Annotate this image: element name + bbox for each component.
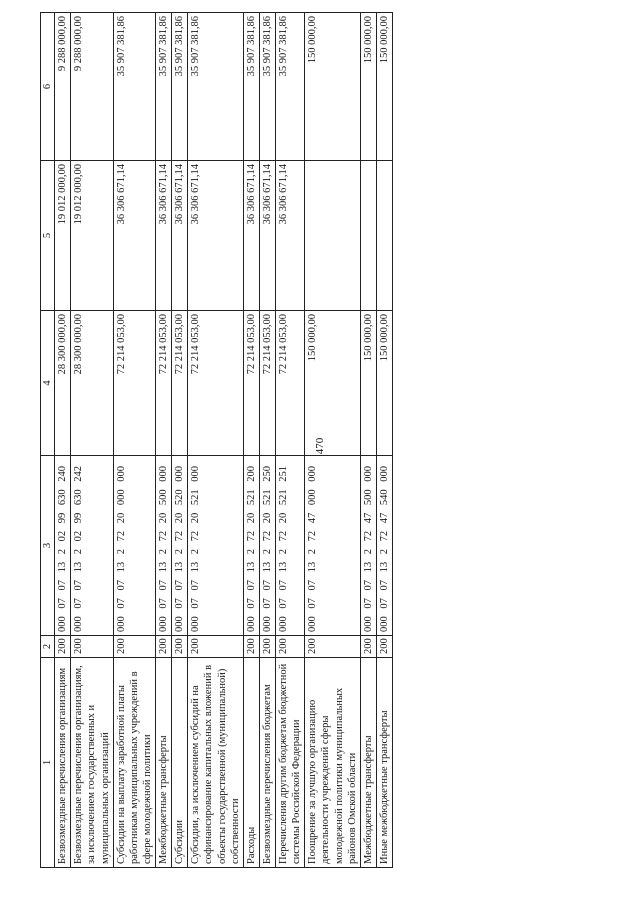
row-value-col5: 36 306 671,14 <box>276 161 305 311</box>
row-value-col5 <box>360 161 376 311</box>
row-value-col6: 35 907 381,86 <box>172 13 188 161</box>
header-col-5: 5 <box>41 161 55 311</box>
row-classification-code: 000 07 07 13 2 72 20 521 250 <box>259 456 275 636</box>
row-name: Субсидии <box>172 658 188 868</box>
row-classification-code: 000 07 07 13 2 72 20 500 000 <box>156 456 172 636</box>
row-admin-code: 200 <box>243 636 259 658</box>
row-admin-code: 200 <box>276 636 305 658</box>
row-value-col6: 150 000,00 <box>360 13 376 161</box>
row-admin-code: 200 <box>172 636 188 658</box>
row-value-col4: 150 000,00 <box>376 311 392 456</box>
row-classification-code: 000 07 07 13 2 02 99 630 240 <box>55 456 71 636</box>
table-row <box>276 13 305 868</box>
row-value-col4: 28 300 000,00 <box>55 311 71 456</box>
header-row <box>41 13 55 868</box>
row-value-col4: 150 000,00 <box>360 311 376 456</box>
row-value-col6: 150 000,00 <box>376 13 392 161</box>
header-col-1: 1 <box>41 658 55 868</box>
row-value-col6: 35 907 381,86 <box>259 13 275 161</box>
budget-table <box>40 12 393 868</box>
table-row <box>259 13 275 868</box>
row-admin-code: 200 <box>376 636 392 658</box>
table-row <box>172 13 188 868</box>
row-value-col4: 72 214 053,00 <box>188 311 244 456</box>
row-name: Безвозмездные перечисления организациям, за исключением государственных и муниципальных организаций <box>71 658 113 868</box>
row-classification-code: 000 07 07 13 2 72 47 500 000 <box>360 456 376 636</box>
row-value-col5: 36 306 671,14 <box>156 161 172 311</box>
row-admin-code: 200 <box>113 636 155 658</box>
row-admin-code: 200 <box>360 636 376 658</box>
table-row <box>305 13 361 868</box>
row-value-col5 <box>376 161 392 311</box>
row-value-col5: 19 012 000,00 <box>71 161 113 311</box>
row-value-col5: 19 012 000,00 <box>55 161 71 311</box>
table-row <box>71 13 113 868</box>
row-value-col5: 36 306 671,14 <box>172 161 188 311</box>
row-classification-code: 000 07 07 13 2 72 20 521 000 <box>188 456 244 636</box>
row-name: Иные межбюджетные трансферты <box>376 658 392 868</box>
row-name: Поощрение за лучшую организацию деятельности учреждений сферы молодежной политики муниципальных районов Омской области <box>305 658 361 868</box>
row-value-col6: 35 907 381,86 <box>188 13 244 161</box>
row-admin-code: 200 <box>55 636 71 658</box>
row-value-col4: 150 000,00 <box>305 311 361 456</box>
row-name: Безвозмездные перечисления бюджетам <box>259 658 275 868</box>
row-value-col5: 36 306 671,14 <box>243 161 259 311</box>
row-value-col4: 28 300 000,00 <box>71 311 113 456</box>
row-value-col4: 72 214 053,00 <box>113 311 155 456</box>
page-number: 470 <box>314 437 326 455</box>
row-value-col6: 35 907 381,86 <box>243 13 259 161</box>
row-classification-code: 000 07 07 13 2 72 20 520 000 <box>172 456 188 636</box>
table-row <box>188 13 244 868</box>
row-classification-code: 000 07 07 13 2 72 20 000 000 <box>113 456 155 636</box>
row-value-col5 <box>305 161 361 311</box>
row-admin-code: 200 <box>156 636 172 658</box>
table-row <box>376 13 392 868</box>
table-row <box>156 13 172 868</box>
row-value-col4: 72 214 053,00 <box>156 311 172 456</box>
row-value-col6: 150 000,00 <box>305 13 361 161</box>
row-name: Безвозмездные перечисления организациям <box>55 658 71 868</box>
row-classification-code: 000 07 07 13 2 02 99 630 242 <box>71 456 113 636</box>
row-admin-code: 200 <box>259 636 275 658</box>
header-col-2: 2 <box>41 636 55 658</box>
row-value-col4: 72 214 053,00 <box>243 311 259 456</box>
table-row <box>55 13 71 868</box>
row-value-col4: 72 214 053,00 <box>276 311 305 456</box>
row-value-col5: 36 306 671,14 <box>113 161 155 311</box>
row-admin-code: 200 <box>71 636 113 658</box>
row-value-col6: 9 288 000,00 <box>71 13 113 161</box>
header-col-4: 4 <box>41 311 55 456</box>
row-value-col4: 72 214 053,00 <box>259 311 275 456</box>
row-classification-code: 000 07 07 13 2 72 47 000 000 <box>305 456 361 636</box>
row-value-col6: 35 907 381,86 <box>276 13 305 161</box>
row-admin-code: 200 <box>188 636 244 658</box>
row-name: Межбюджетные трансферты <box>156 658 172 868</box>
row-value-col4: 72 214 053,00 <box>172 311 188 456</box>
row-name: Межбюджетные трансферты <box>360 658 376 868</box>
rotated-table-container <box>40 13 600 868</box>
row-name: Расходы <box>243 658 259 868</box>
row-value-col6: 35 907 381,86 <box>156 13 172 161</box>
table-row <box>360 13 376 868</box>
header-col-6: 6 <box>41 13 55 161</box>
row-classification-code: 000 07 07 13 2 72 20 521 200 <box>243 456 259 636</box>
row-classification-code: 000 07 07 13 2 72 20 521 251 <box>276 456 305 636</box>
table-row <box>113 13 155 868</box>
row-classification-code: 000 07 07 13 2 72 47 540 000 <box>376 456 392 636</box>
row-name: Субсидии, за исключением субсидий на софинансирование капитальных вложений в объекты государственной (муниципальной) собственности <box>188 658 244 868</box>
row-name: Субсидии на выплату заработной платы работникам муниципальных учреждений в сфере молодежной политики <box>113 658 155 868</box>
header-col-3: 3 <box>41 456 55 636</box>
row-value-col5: 36 306 671,14 <box>259 161 275 311</box>
table-row <box>243 13 259 868</box>
row-value-col5: 36 306 671,14 <box>188 161 244 311</box>
row-value-col6: 9 288 000,00 <box>55 13 71 161</box>
row-name: Перечисления другим бюджетам бюджетной системы Российской Федерации <box>276 658 305 868</box>
row-admin-code: 200 <box>305 636 361 658</box>
row-value-col6: 35 907 381,86 <box>113 13 155 161</box>
